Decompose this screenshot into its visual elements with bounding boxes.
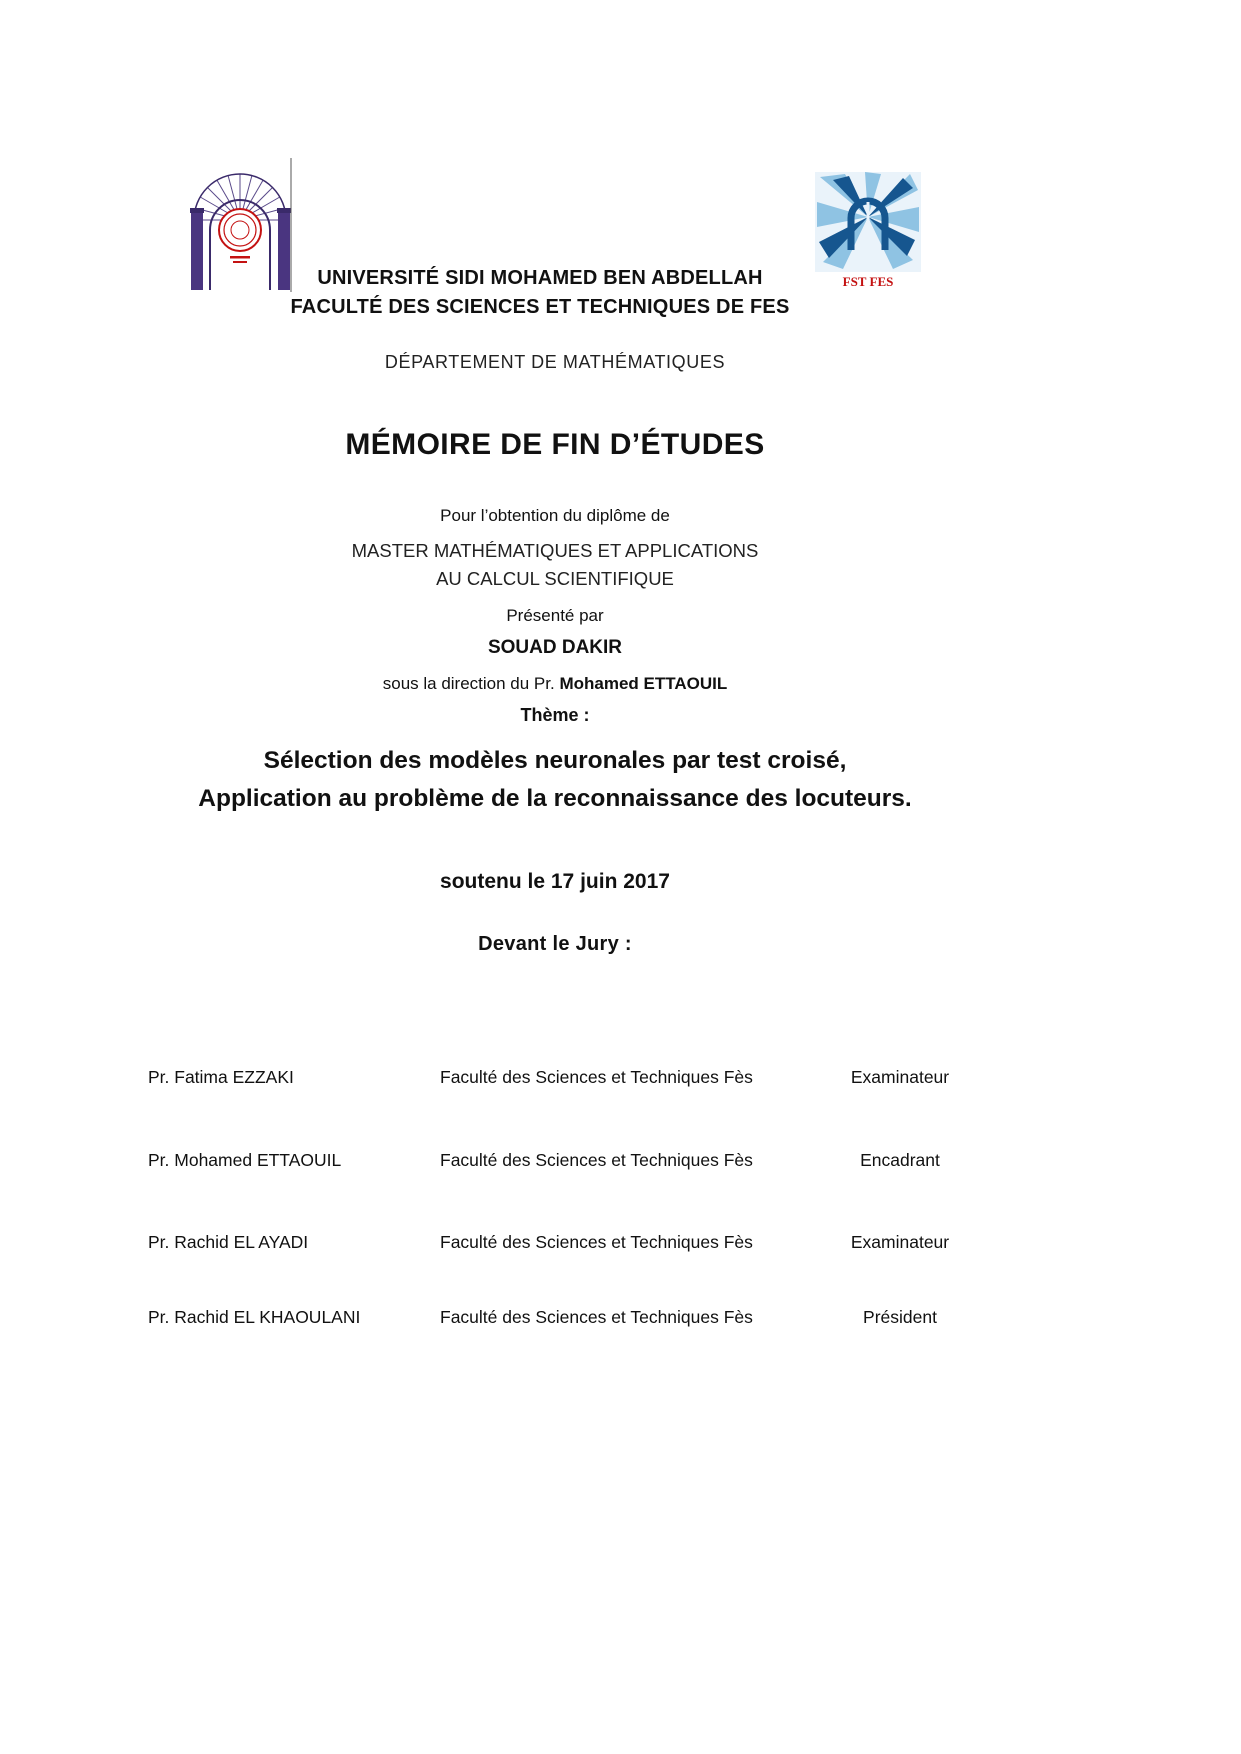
obtention-line: Pour l’obtention du diplôme de xyxy=(440,506,670,525)
supervision-line xyxy=(75,674,1035,694)
master-line-1: MASTER MATHÉMATIQUES ET APPLICATIONS xyxy=(351,540,759,561)
jury-member-name: Pr. Rachid EL KHAOULANI xyxy=(148,1307,361,1327)
master-line-2: AU CALCUL SCIENTIFIQUE xyxy=(436,568,674,589)
university-name: UNIVERSITÉ SIDI MOHAMED BEN ABDELLAH xyxy=(317,267,763,289)
institution-header xyxy=(250,264,830,322)
jury-member-name: Pr. Fatima EZZAKI xyxy=(148,1067,294,1087)
thesis-title-line-2: Application au problème de la reconnaissance des locuteurs. xyxy=(198,785,912,812)
jury-row xyxy=(148,1149,963,1171)
jury-member-name: Pr. Mohamed ETTAOUIL xyxy=(148,1150,342,1170)
department-name: DÉPARTEMENT DE MATHÉMATIQUES xyxy=(384,352,726,372)
theme-label: Thème : xyxy=(520,705,590,725)
supervision-prefix: sous la direction du Pr. xyxy=(382,674,560,693)
supervisor-name: Mohamed ETTAOUIL xyxy=(559,674,728,693)
jury-member-affiliation: Faculté des Sciences et Techniques Fès xyxy=(440,1150,753,1170)
jury-member-role: Examinateur xyxy=(850,1232,950,1252)
jury-member-role: Président xyxy=(863,1307,937,1327)
jury-member-affiliation: Faculté des Sciences et Techniques Fès xyxy=(440,1232,753,1252)
jury-member-role: Encadrant xyxy=(860,1150,940,1170)
jury-member-affiliation: Faculté des Sciences et Techniques Fès xyxy=(440,1067,753,1087)
jury-row xyxy=(148,1306,963,1328)
fst-fes-caption: FST FES xyxy=(842,274,894,289)
jury-heading: Devant le Jury : xyxy=(478,933,632,955)
author-name: SOUAD DAKIR xyxy=(487,637,623,658)
defense-date: soutenu le 17 juin 2017 xyxy=(440,870,670,893)
fst-fes-logo xyxy=(815,172,921,290)
fst-fes-icon xyxy=(815,172,921,272)
jury-row xyxy=(148,1066,963,1088)
presented-by-label: Présenté par xyxy=(506,606,604,625)
document-title: MÉMOIRE DE FIN D’ÉTUDES xyxy=(345,428,765,461)
jury-row xyxy=(148,1231,963,1253)
faculty-name: FACULTÉ DES SCIENCES ET TECHNIQUES DE FES xyxy=(290,296,790,318)
jury-member-name: Pr. Rachid EL AYADI xyxy=(148,1232,309,1252)
master-program xyxy=(75,537,1035,593)
thesis-title-line-1: Sélection des modèles neuronales par test croisé, xyxy=(263,747,847,774)
jury-member-role: Examinateur xyxy=(850,1067,950,1087)
jury-table xyxy=(148,1066,963,1346)
thesis-title xyxy=(75,742,1035,818)
jury-member-affiliation: Faculté des Sciences et Techniques Fès xyxy=(440,1307,753,1327)
